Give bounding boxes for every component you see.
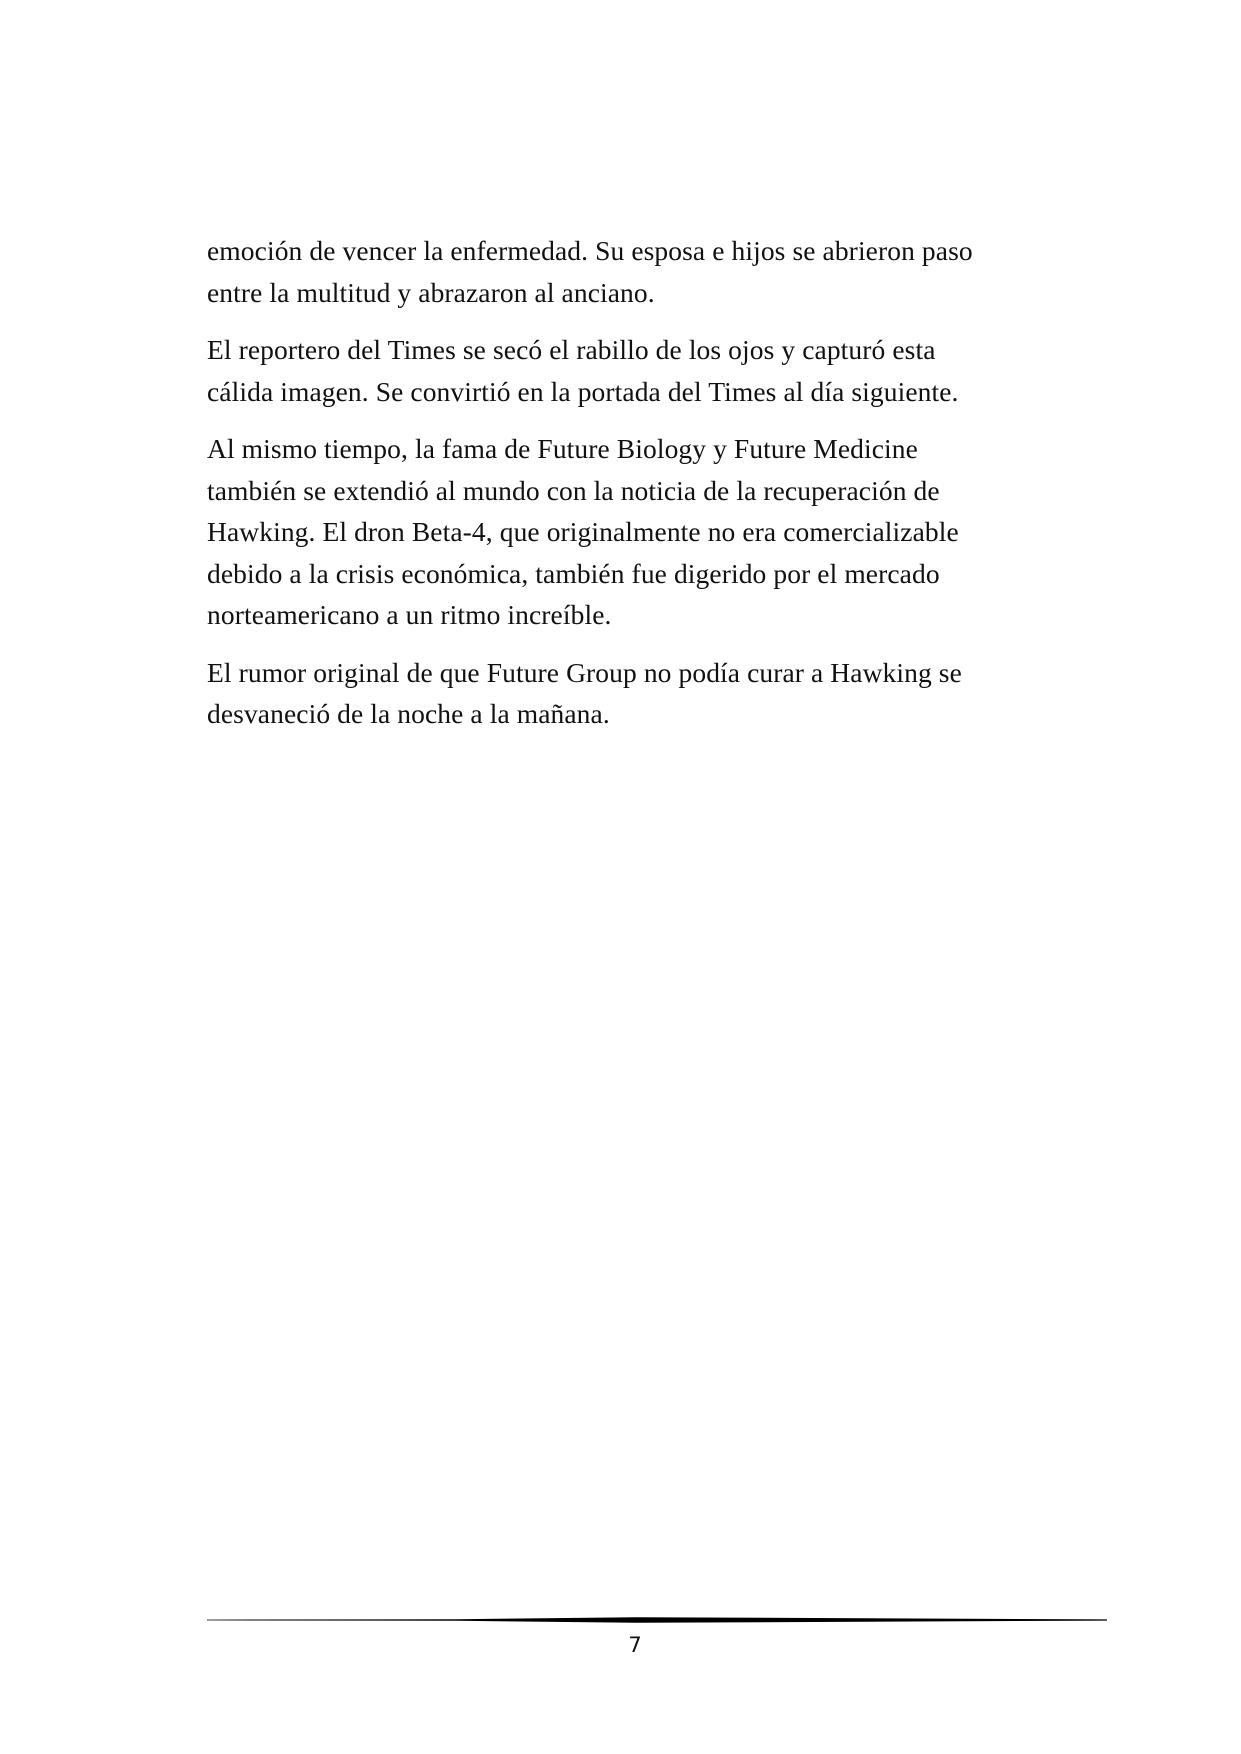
paragraph-line: desvaneció de la noche a la mañana. [207, 698, 610, 729]
paragraph-4 [207, 652, 1067, 735]
paragraph-line: norteamericano a un ritmo increíble. [207, 599, 612, 630]
paragraph-line: emoción de vencer la enfermedad. Su esposa e hijos se abrieron paso [207, 235, 973, 266]
paragraph-line: también se extendió al mundo con la noticia de la recuperación de [207, 474, 940, 506]
paragraph-3 [207, 428, 1067, 636]
paragraph-line: El rumor original de que Future Group no podía curar a Hawking se [207, 656, 962, 688]
paragraph-line: entre la multitud y abrazaron al anciano. [207, 276, 655, 308]
paragraph-line: debido a la crisis económica, también fue digerido por el mercado [207, 557, 940, 589]
paragraph-line: El reportero del Times se secó el rabillo de los ojos y capturó esta [207, 334, 936, 365]
paragraph-line: cálida imagen. Se convirtió en la portada del Times al día siguiente. [207, 375, 959, 407]
paragraph-1 [207, 230, 1067, 313]
page-number: 7 [628, 1633, 642, 1657]
paragraph-line: Hawking. El dron Beta-4, que originalmente no era comercializable [207, 516, 959, 547]
body-text [207, 230, 1067, 751]
paragraph-2 [207, 329, 1067, 412]
footer-divider [207, 1614, 1107, 1626]
paragraph-line: Al mismo tiempo, la fama de Future Biology y Future Medicine [207, 433, 918, 464]
